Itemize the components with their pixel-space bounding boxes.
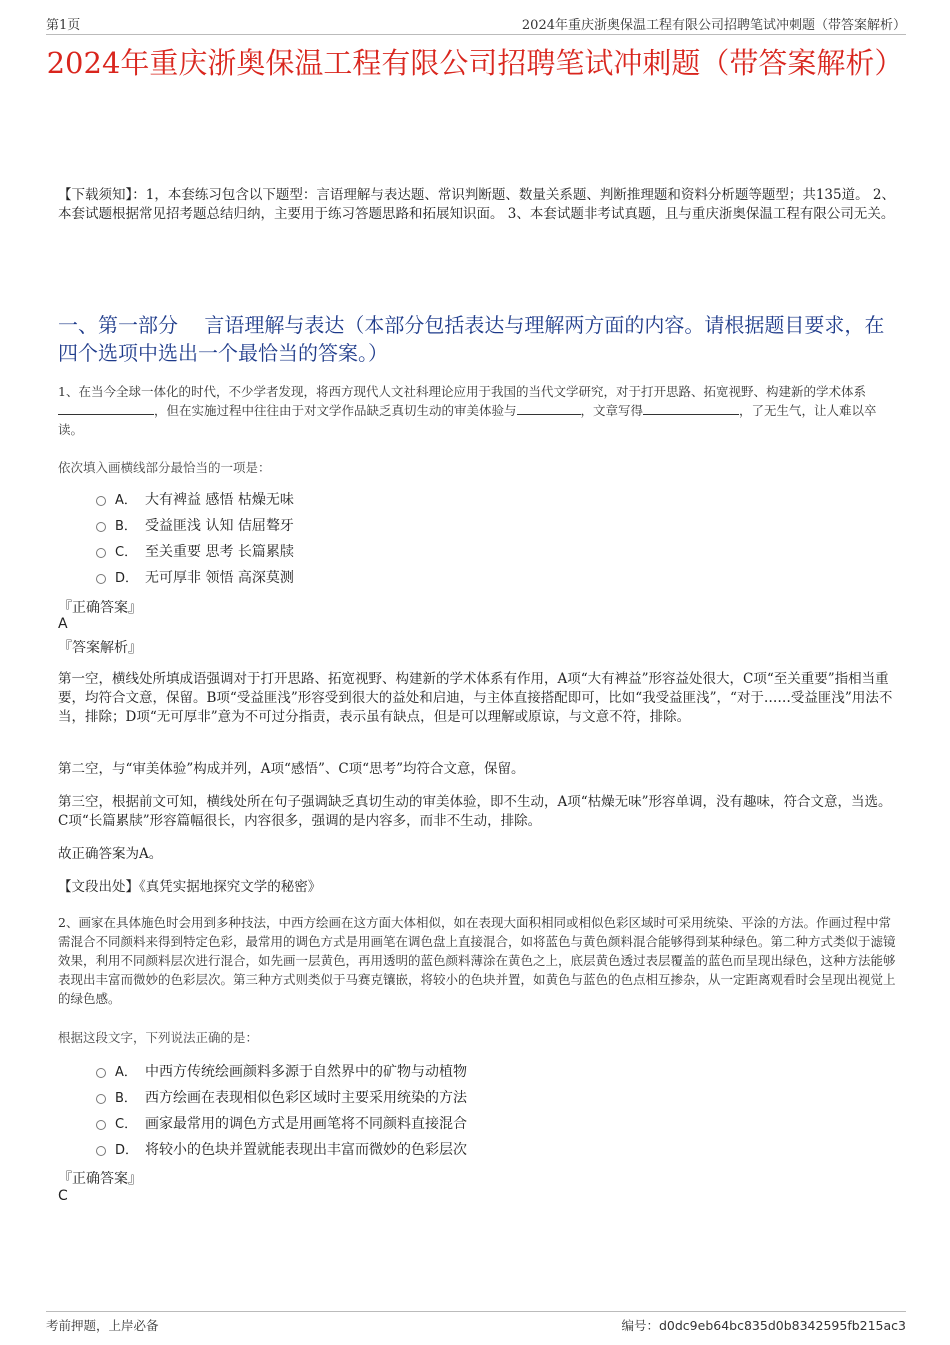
page-footer — [46, 1311, 906, 1334]
footer-code-label: 编号： — [621, 1318, 659, 1333]
header-doc-title: 2024年重庆浙奥保温工程有限公司招聘笔试冲刺题（带答案解析） — [521, 18, 906, 33]
analysis-paragraph-4: 故正确答案为A。 — [58, 846, 163, 862]
radio-icon[interactable] — [96, 1068, 106, 1078]
radio-icon[interactable] — [96, 574, 106, 584]
option-text: 将较小的色块并置就能表现出丰富而微妙的色彩层次 — [145, 1142, 467, 1158]
question-1-analysis-label: 『答案解析』 — [58, 640, 142, 656]
radio-icon[interactable] — [96, 548, 106, 558]
fill-blank-1 — [58, 401, 154, 415]
page-title: 2024年重庆浙奥保温工程有限公司招聘笔试冲刺题（带答案解析） — [46, 46, 904, 80]
option-letter: D． — [115, 571, 139, 586]
question-2-option-b[interactable] — [96, 1087, 467, 1109]
fill-blank-3 — [643, 401, 739, 415]
question-2-answer-label: 『正确答案』 — [58, 1171, 142, 1187]
radio-icon[interactable] — [96, 1146, 106, 1156]
radio-icon[interactable] — [96, 1094, 106, 1104]
option-text: 至关重要 思考 长篇累牍 — [145, 544, 294, 560]
radio-icon[interactable] — [96, 522, 106, 532]
question-1-option-a[interactable] — [96, 489, 294, 511]
question-1-stem — [58, 382, 898, 439]
question-1-answer-label: 『正确答案』 — [58, 600, 142, 616]
question-1-stem-a: 1、在当今全球一体化的时代，不少学者发现，将西方现代人文社科理论应用于我国的当代文学研究，对于打开思路、拓宽视野、构建新的学术体系 — [58, 384, 866, 399]
question-1-option-c[interactable] — [96, 541, 294, 563]
option-letter: A． — [115, 1065, 137, 1080]
page-number: 第1页 — [46, 18, 81, 33]
analysis-paragraph-2: 第二空，与“审美体验”构成并列，A项“感悟”、C项“思考”均符合文意，保留。 — [58, 761, 525, 777]
question-2-stem: 2、画家在具体施色时会用到多种技法，中西方绘画在这方面大体相似，如在表现大面积相同或相似色彩区域时可采用统染、平涂的方法。作画过程中常需混合不同颜料来得到特定色彩，最常用的调色方式是用画笔在调色盘上直接混合，如将蓝色与黄色颜料混合能够得到某种绿色。第二种方式类似于滤镜效果，利用不同颜料层次进行混合，如先画一层黄色，再用透明的蓝色颜料薄涂在黄色之上，底层黄色透过表层覆盖的蓝色而呈现出绿色，这种方法能够表现出丰富而微妙的色彩层次。第三种方式则类似于马赛克镶嵌，将较小的色块并置，如黄色与蓝色的色点相互掺杂，从一定距离观看时会呈现出视觉上的绿色感。 — [58, 915, 896, 1006]
question-1-prompt: 依次填入画横线部分最恰当的一项是： — [58, 460, 271, 475]
question-1-source: 【文段出处】《真凭实据地探究文学的秘密》 — [58, 879, 322, 895]
footer-slogan: 考前押题，上岸必备 — [46, 1318, 159, 1333]
question-2-option-c[interactable] — [96, 1113, 467, 1135]
page-header — [46, 14, 906, 35]
option-text: 无可厚非 领悟 高深莫测 — [145, 570, 294, 586]
radio-icon[interactable] — [96, 1120, 106, 1130]
footer-code — [621, 1316, 906, 1334]
fill-blank-2 — [517, 401, 581, 415]
option-letter: C． — [115, 1117, 138, 1132]
option-text: 西方绘画在表现相似色彩区域时主要采用统染的方法 — [145, 1090, 467, 1106]
question-2-option-a[interactable] — [96, 1061, 467, 1083]
radio-icon[interactable] — [96, 496, 106, 506]
analysis-paragraph-3: 第三空，根据前文可知，横线处所在句子强调缺乏真切生动的审美体验，即不生动，A项“枯燥无味”形容单调，没有趣味，符合文意，当选。C项“长篇累牍”形容篇幅很长，内容很多，强调的是内容多，而非不生动，排除。 — [58, 794, 892, 829]
question-2-prompt: 根据这段文字，下列说法正确的是： — [58, 1030, 259, 1045]
download-notice: 【下载须知】：1，本套练习包含以下题型：言语理解与表达题、常识判断题、数量关系题、判断推理题和资料分析题等题型；共135道。 2、本套试题根据常见招考题总结归纳，主要用于练习答题思路和拓展知识面。 3、本套试题非考试真题，且与重庆浙奥保温工程有限公司无关。 — [58, 187, 895, 222]
option-letter: B． — [115, 1091, 137, 1106]
section-heading: 一、第一部分 言语理解与表达（本部分包括表达与理解两方面的内容。请根据题目要求，在四个选项中选出一个最恰当的答案。） — [58, 313, 885, 365]
analysis-paragraph-1: 第一空，横线处所填成语强调对于打开思路、拓宽视野、构建新的学术体系有作用，A项“大有裨益”形容益处很大，C项“至关重要”指相当重要，均符合文意，保留。B项“受益匪浅”形容受到很大的益处和启迪，与主体直接搭配即可，比如“我受益匪浅”，“对于……受益匪浅”用法不当，排除；D项“无可厚非”意为不可过分指责，表示虽有缺点，但是可以理解或原谅，与文意不符，排除。 — [58, 671, 893, 725]
option-letter: C． — [115, 545, 138, 560]
question-1-stem-b: ，但在实施过程中往往由于对文学作品缺乏真切生动的审美体验与 — [154, 403, 517, 418]
question-2-option-d[interactable] — [96, 1139, 467, 1161]
option-text: 中西方传统绘画颜料多源于自然界中的矿物与动植物 — [145, 1064, 467, 1080]
question-1-option-d[interactable] — [96, 567, 294, 589]
question-1-option-b[interactable] — [96, 515, 294, 537]
option-letter: B． — [115, 519, 137, 534]
footer-code-value: d0dc9eb64bc835d0b8342595fb215ac3 — [658, 1318, 906, 1333]
question-2-answer: C — [58, 1188, 68, 1204]
option-letter: D． — [115, 1143, 139, 1158]
option-text: 大有裨益 感悟 枯燥无味 — [145, 492, 294, 508]
question-1-stem-c: ，文章写得 — [580, 403, 644, 418]
question-1-stem-d: ，了无生气，让人难以卒读。 — [58, 403, 877, 437]
question-1-answer: A — [58, 616, 68, 632]
option-text: 画家最常用的调色方式是用画笔将不同颜料直接混合 — [145, 1116, 467, 1132]
option-letter: A． — [115, 493, 137, 508]
option-text: 受益匪浅 认知 佶屈聱牙 — [145, 518, 294, 534]
